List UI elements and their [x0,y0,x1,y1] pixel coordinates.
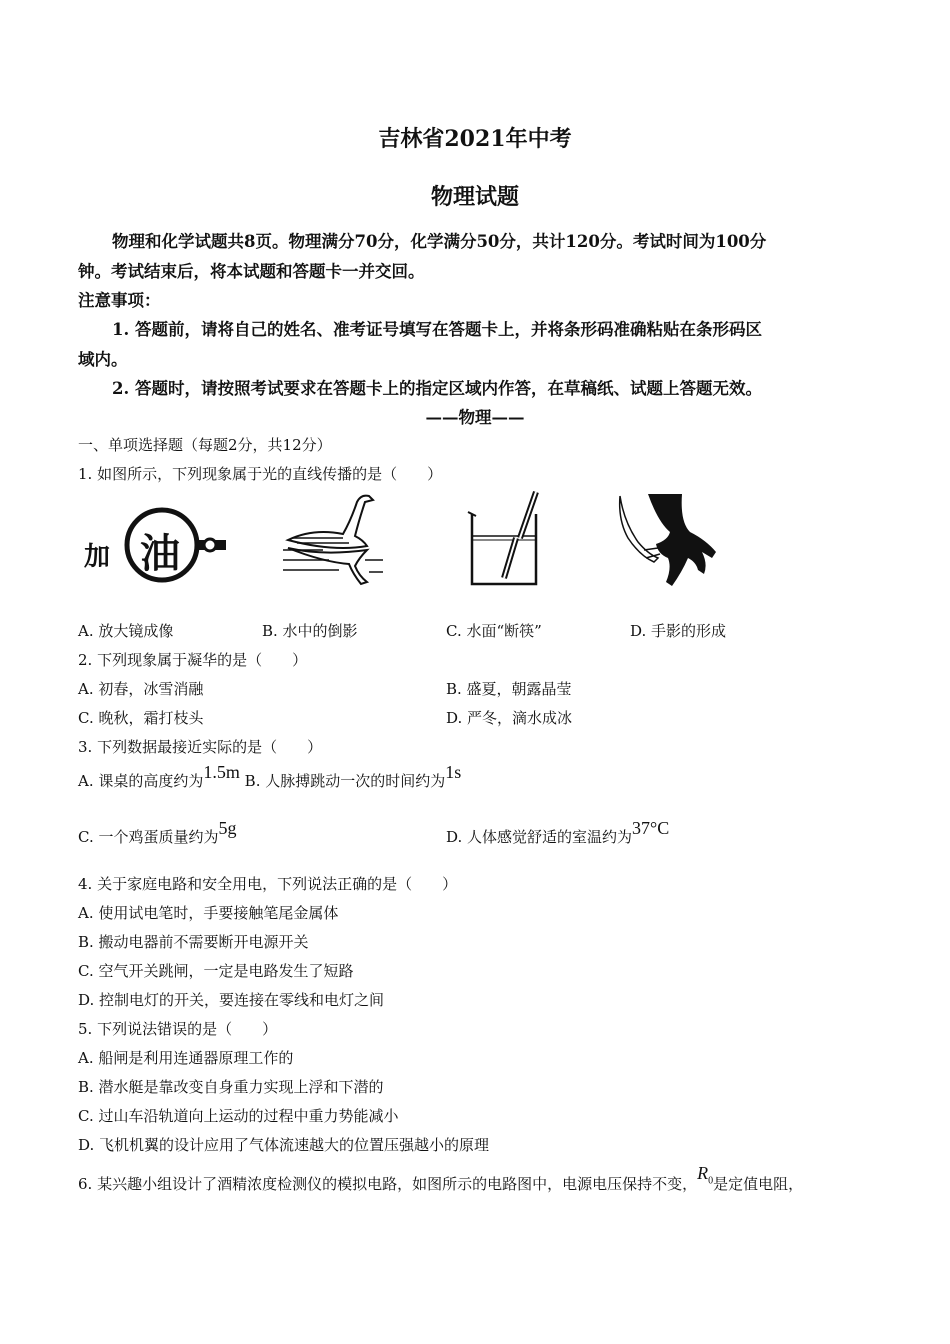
q2-option-a: A. 初春，冰雪消融 [78,680,204,698]
figure-char-you: 油 [140,530,180,577]
q3-option-d [446,818,670,847]
q1-option-c: C. 水面“断筷” [446,622,542,640]
q1-option-a: A. 放大镜成像 [78,622,174,640]
question-6-stem [78,1163,804,1197]
q4-option-b: B. 搬动电器前不需要断开电源开关 [78,933,309,951]
figure-swan-reflection [283,490,383,590]
q3-option-b-text: B. 人脉搏跳动一次的时间约为 [244,772,446,790]
q2-option-c: C. 晚秋，霜打枝头 [78,709,204,727]
question-4-stem: 4. 关于家庭电路和安全用电，下列说法正确的是（ ） [78,875,458,893]
q3-option-b-value: 1s [445,762,462,782]
question-1-stem: 1. 如图所示，下列现象属于光的直线传播的是（ ） [78,465,443,483]
q3-option-a-text: A. 课桌的高度约为 [78,772,204,790]
q4-option-a: A. 使用试电笔时，手要接触笔尾金属体 [78,904,339,922]
q6-stem-end: 是定值电阻， [713,1175,804,1193]
q1-option-d: D. 手影的形成 [630,622,727,640]
question-2-stem: 2. 下列现象属于凝华的是（ ） [78,651,308,669]
q3-option-a-value: 1.5m [203,762,240,782]
section-heading: 一、单项选择题（每题2分，共12分） [78,436,332,454]
page-subtitle: 物理试题 [430,184,519,210]
q6-r0-symbol [697,1163,714,1187]
q5-option-d: D. 飞机机翼的设计应用了气体流速越大的位置压强越小的原理 [78,1136,490,1154]
q6-stem-start: 6. 某兴趣小组设计了酒精浓度检测仪的模拟电路，如图所示的电路图中，电源电压保持不变， [78,1175,698,1193]
q3-option-c [78,818,237,847]
figure-hand-shadow [618,492,728,592]
figure-char-jia: 加 [84,542,111,572]
q1-option-b: B. 水中的倒影 [262,622,358,640]
figure-magnifier [80,500,230,590]
q3-option-d-text: D. 人体感觉舒适的室温约为 [446,828,633,846]
beaker-illustration [466,488,556,588]
q6-r-subscript: 0 [708,1175,714,1187]
notice-item-1: 1. 答题前，请将自己的姓名、准考证号填写在答题卡上，并将条形码准确粘贴在条形码区 [112,320,762,339]
swan-illustration [283,490,383,590]
q5-option-c: C. 过山车沿轨道向上运动的过程中重力势能减小 [78,1107,399,1125]
notice-item-2: 2. 答题时，请按照考试要求在答题卡上的指定区域内作答，在草稿纸、试题上答题无效。 [112,379,762,398]
notice-heading: 注意事项： [78,291,161,310]
q2-option-b: B. 盛夏，朝露晶莹 [446,680,572,698]
q3-option-c-text: C. 一个鸡蛋质量约为 [78,828,219,846]
q5-option-b: B. 潜水艇是靠改变自身重力实现上浮和下潜的 [78,1078,384,1096]
page-title: 吉林省2021年中考 [378,126,572,152]
intro-line-1: 物理和化学试题共8页。物理满分70分，化学满分50分，共计120分。考试时间为100分 [112,232,767,251]
q6-r-letter: R [697,1163,709,1183]
q2-option-d: D. 严冬，滴水成冰 [446,709,573,727]
q4-option-c: C. 空气开关跳闸，一定是电路发生了短路 [78,962,354,980]
q3-option-d-value: 37°C [632,818,670,838]
q5-option-a: A. 船闸是利用连通器原理工作的 [78,1049,294,1067]
q4-option-d: D. 控制电灯的开关，要连接在零线和电灯之间 [78,991,385,1009]
q3-option-c-value: 5g [218,818,237,838]
hand-shadow-illustration [618,492,728,592]
notice-item-1-cont: 域内。 [78,350,128,369]
question-3-stem: 3. 下列数据最接近实际的是（ ） [78,738,323,756]
section-divider: ——物理—— [425,408,525,427]
q3-option-a [78,762,462,791]
question-5-stem: 5. 下列说法错误的是（ ） [78,1020,278,1038]
figure-broken-chopstick [466,488,556,588]
intro-line-2: 钟。考试结束后，将本试题和答题卡一并交回。 [78,262,425,281]
